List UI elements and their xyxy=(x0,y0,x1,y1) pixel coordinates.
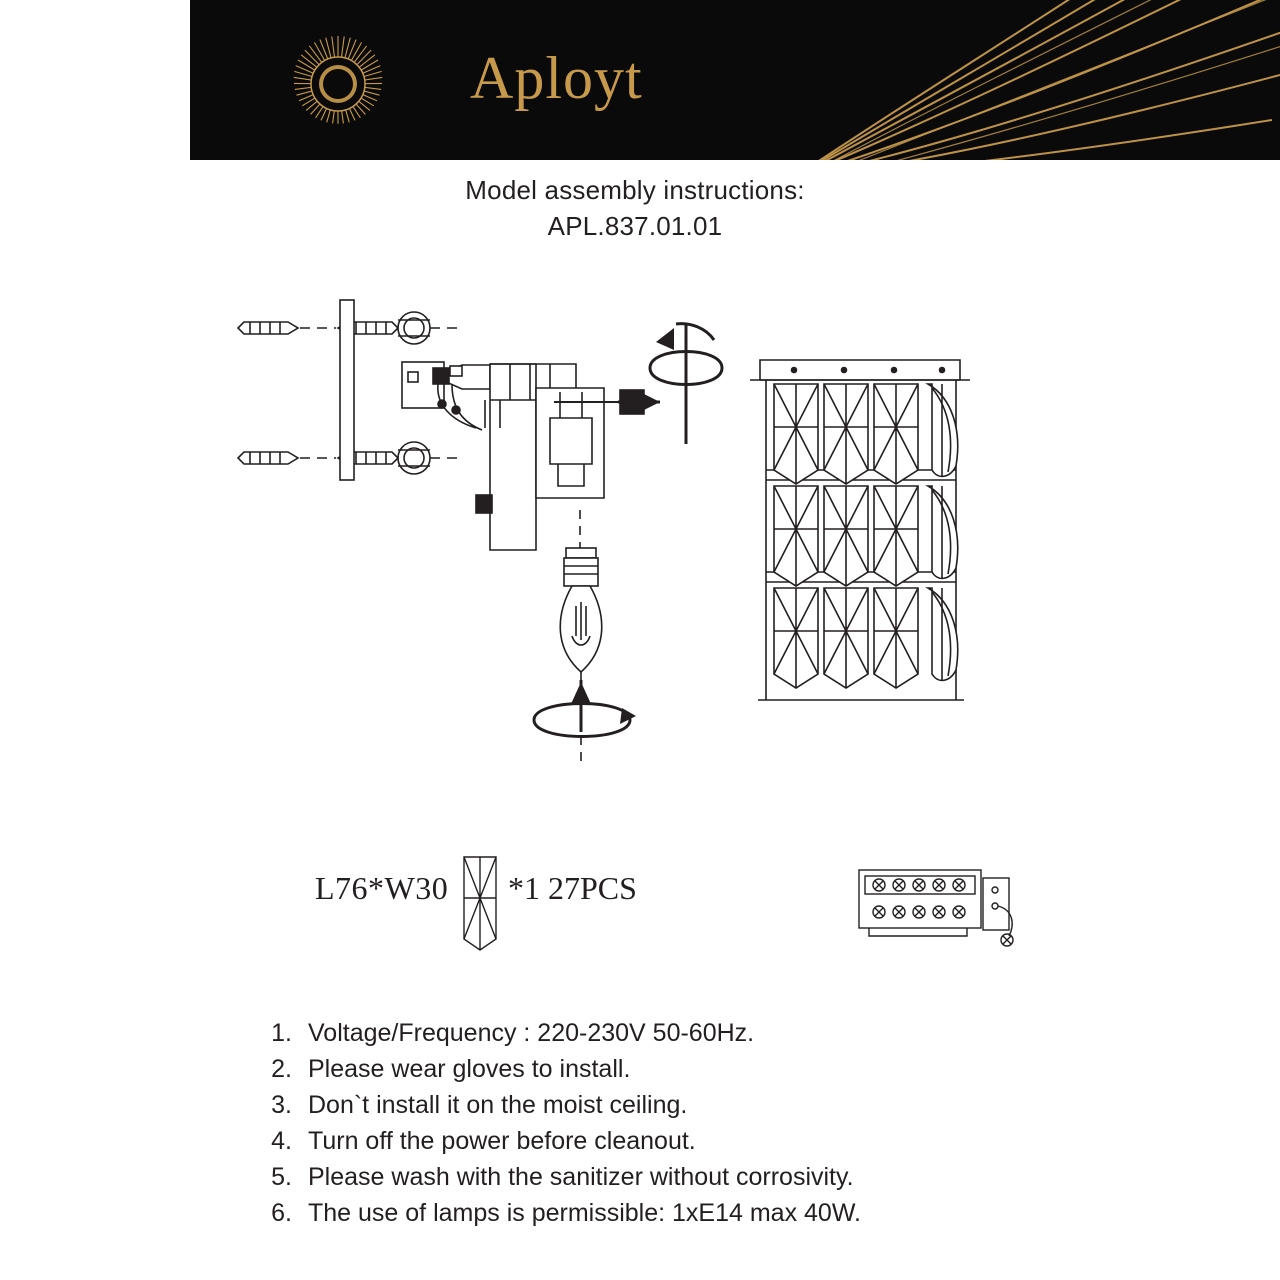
page-title xyxy=(190,172,1280,244)
brand-name: Aployt xyxy=(470,45,643,111)
brand-header xyxy=(190,0,1280,160)
safety-notes-list xyxy=(250,1015,1150,1231)
note-text: The use of lamps is permissible: 1xE14 max 40W. xyxy=(308,1199,862,1227)
rotation-arrow-icon xyxy=(534,680,636,737)
note-number: 1. xyxy=(271,1019,292,1047)
wall-plug-icon xyxy=(238,322,298,334)
note-text: Please wear gloves to install. xyxy=(308,1055,631,1083)
brand-lockup xyxy=(235,16,655,146)
list-item xyxy=(250,1159,1150,1195)
note-text: Please wash with the sanitizer without corrosivity. xyxy=(308,1163,854,1191)
note-number: 2. xyxy=(271,1055,292,1083)
note-number: 4. xyxy=(271,1127,292,1155)
palm-frond-icon xyxy=(760,0,1280,160)
part-dimension-label: L76*W30 xyxy=(315,870,449,906)
parts-row xyxy=(190,840,1280,980)
sunburst-icon xyxy=(273,30,403,138)
rotation-arrow-icon xyxy=(650,324,722,444)
note-text: Turn off the power before cleanout. xyxy=(308,1127,696,1155)
lamp-socket-icon xyxy=(536,388,604,498)
candle-bulb-icon xyxy=(560,510,601,672)
note-text: Don`t install it on the moist ceiling. xyxy=(308,1091,688,1119)
crystal-pendant-icon xyxy=(458,853,502,953)
list-item xyxy=(250,1015,1150,1051)
mounting-plate-icon xyxy=(340,300,354,480)
crystal-shade-icon xyxy=(750,360,970,700)
terminal-block-icon xyxy=(855,860,1035,965)
note-number: 6. xyxy=(271,1199,292,1227)
part-quantity-label: *1 27PCS xyxy=(508,870,637,906)
note-number: 3. xyxy=(271,1091,292,1119)
assembly-diagram xyxy=(190,280,1280,840)
title-line-1: Model assembly instructions: xyxy=(465,175,805,205)
list-item xyxy=(250,1051,1150,1087)
bracket-icon xyxy=(402,362,490,430)
wall-plug-icon xyxy=(238,452,298,464)
title-line-2: APL.837.01.01 xyxy=(547,211,723,241)
list-item xyxy=(250,1195,1150,1231)
list-item xyxy=(250,1087,1150,1123)
note-text: Voltage/Frequency : 220-230V 50-60Hz. xyxy=(308,1019,755,1047)
note-number: 5. xyxy=(271,1163,292,1191)
list-item xyxy=(250,1123,1150,1159)
